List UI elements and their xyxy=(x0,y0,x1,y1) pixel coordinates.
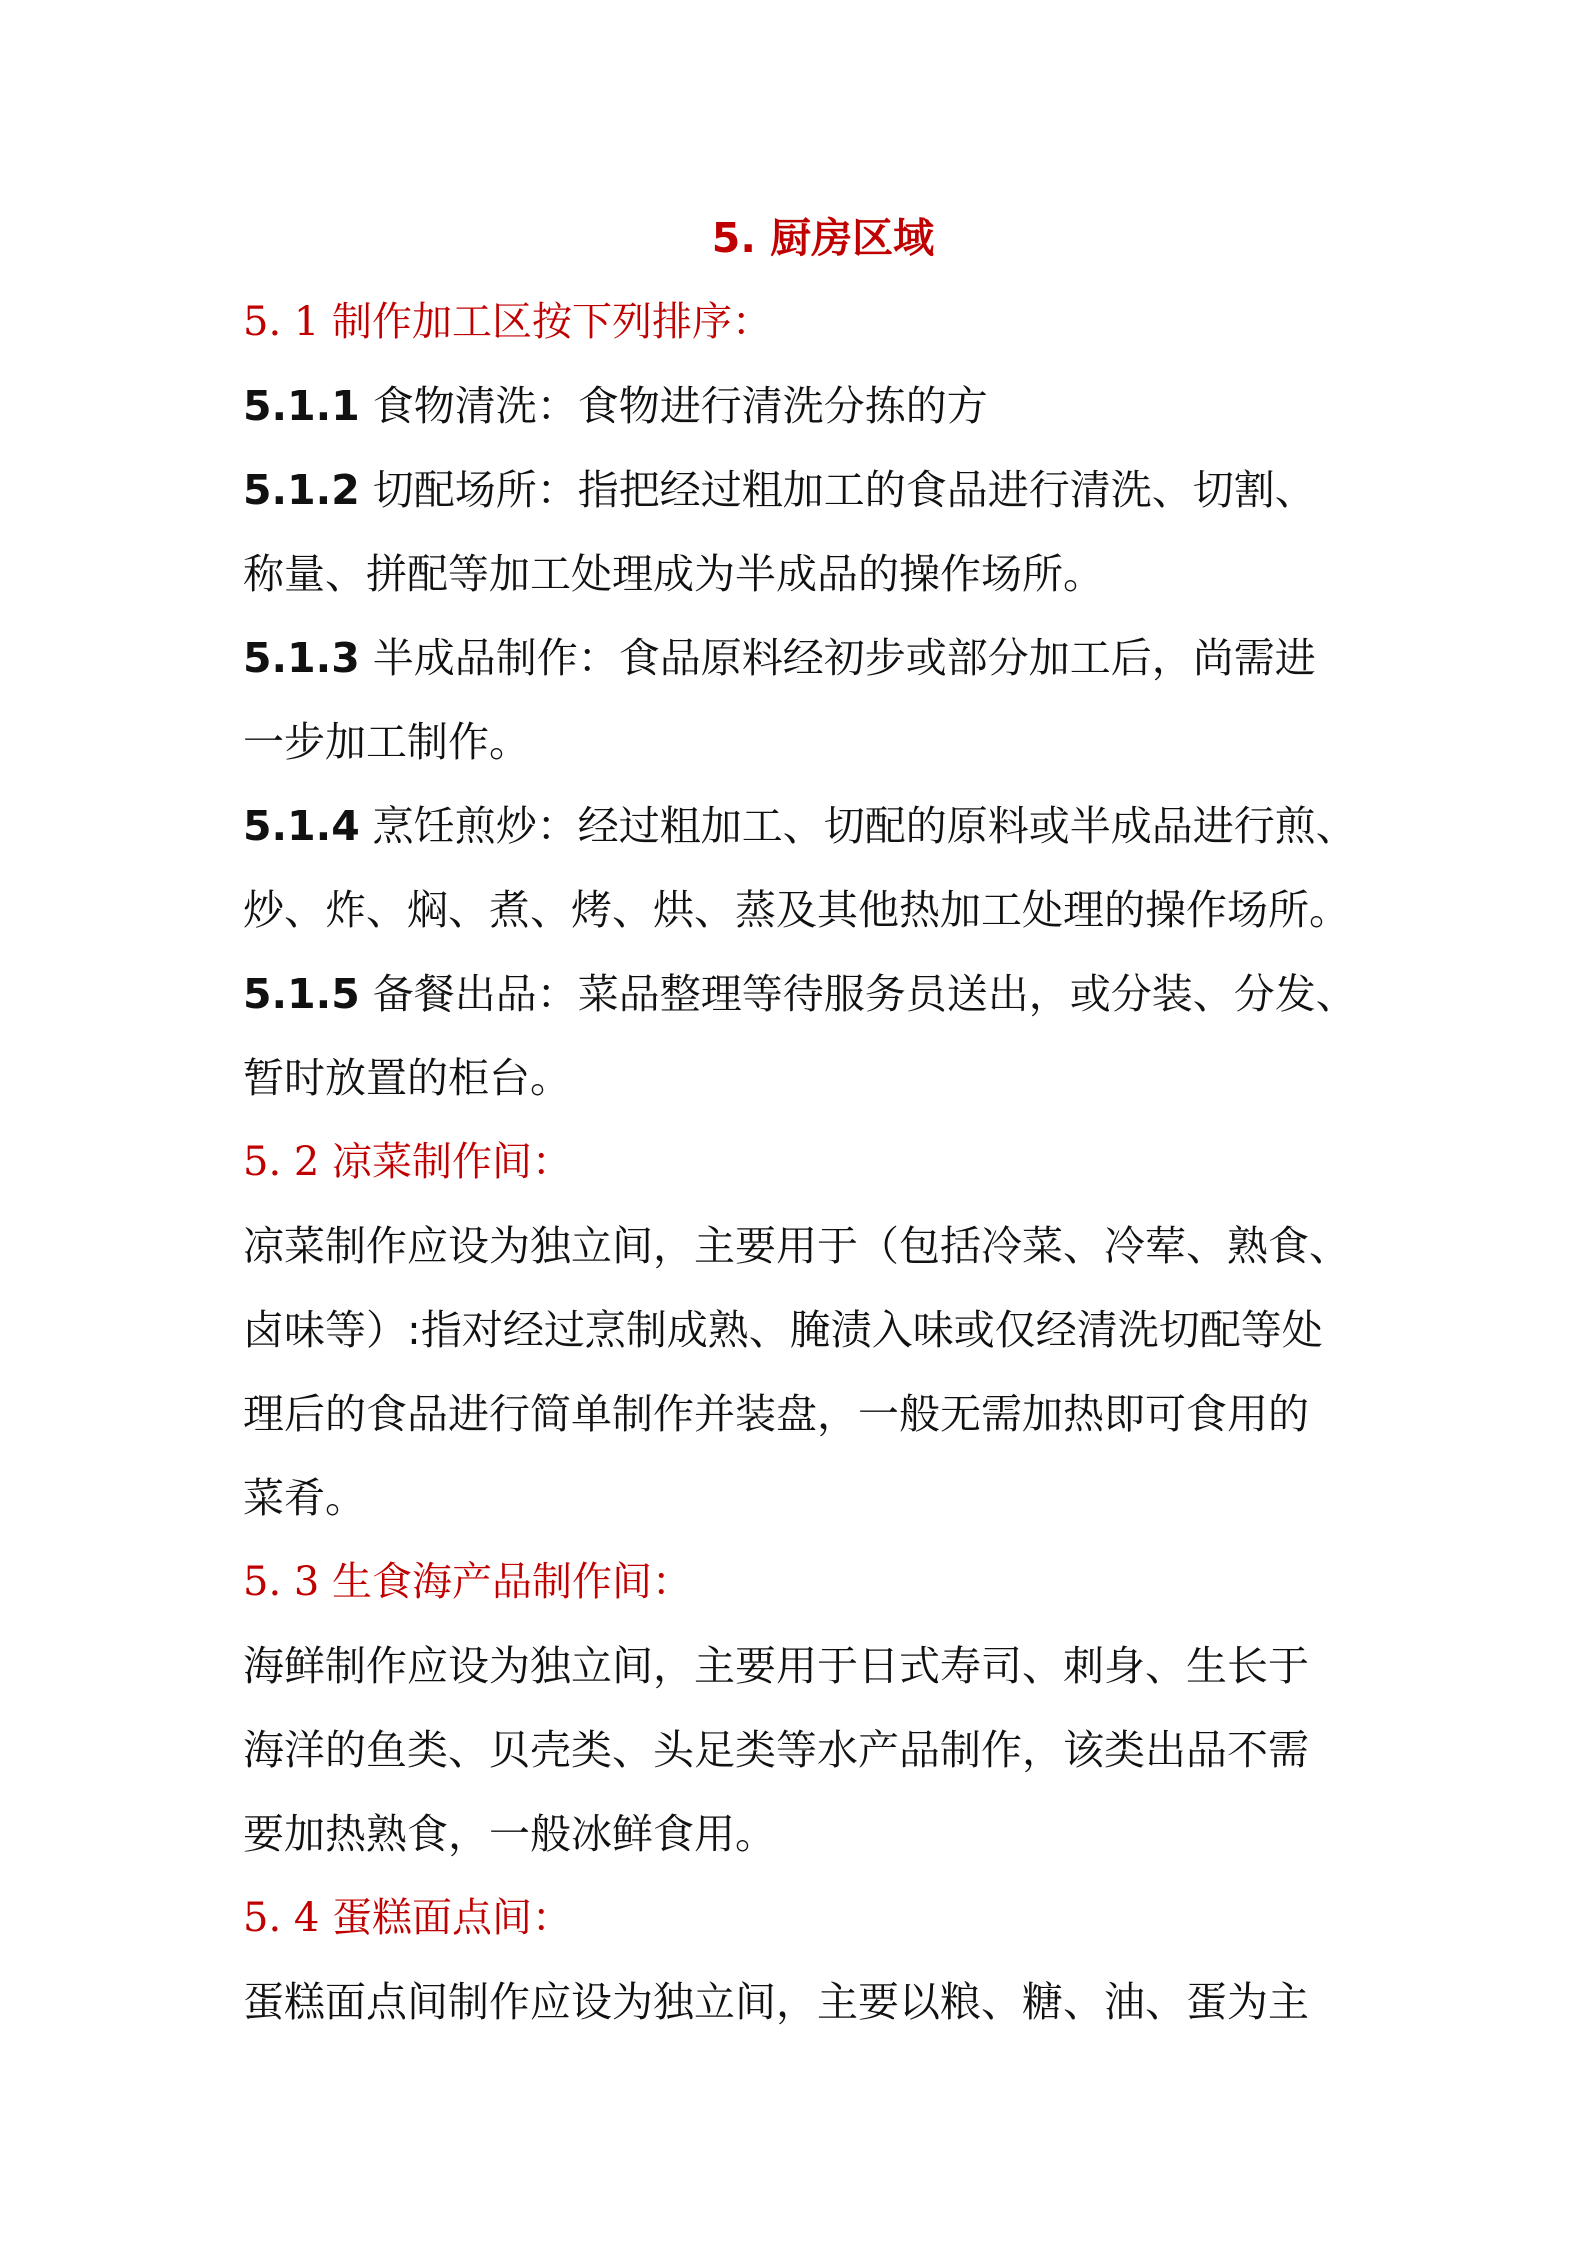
item-5-1-2-continued: 称量、拼配等加工处理成为半成品的操作场所。 xyxy=(243,550,1104,598)
item-5-1-2 xyxy=(243,448,1363,532)
paragraph-line: 海鲜制作应设为独立间，主要用于日式寿司、刺身、生长于 xyxy=(243,1642,1309,1690)
item-5-1-4 xyxy=(243,784,1363,868)
section-heading-5-3: 5. 3 生食海产品制作间： xyxy=(243,1559,693,1605)
item-text: 食物清洗：食物进行清洗分拣的方 xyxy=(359,382,988,430)
item-5-1-5 xyxy=(243,952,1363,1036)
paragraph-line: 要加热熟食，一般冰鲜食用。 xyxy=(243,1810,776,1858)
item-number: 5.1.5 xyxy=(243,970,360,1018)
page-title: 5. 厨房区域 xyxy=(711,214,935,262)
item-5-1-4-continued: 炒、炸、焖、煮、烤、烘、蒸及其他热加工处理的操作场所。 xyxy=(243,886,1350,934)
item-number: 5.1.4 xyxy=(243,802,360,850)
item-5-1-1 xyxy=(243,364,1363,448)
paragraph-line: 理后的食品进行简单制作并装盘，一般无需加热即可食用的 xyxy=(243,1390,1309,1438)
item-5-1-5-continued: 暂时放置的柜台。 xyxy=(243,1054,571,1102)
section-heading-5-4: 5. 4 蛋糕面点间： xyxy=(243,1895,573,1941)
paragraph-line: 凉菜制作应设为独立间，主要用于（包括冷菜、冷荤、熟食、 xyxy=(243,1222,1350,1270)
item-text: 烹饪煎炒：经过粗加工、切配的原料或半成品进行煎、 xyxy=(359,802,1357,850)
paragraph-line: 菜肴。 xyxy=(243,1474,366,1522)
paragraph-line: 海洋的鱼类、贝壳类、头足类等水产品制作，该类出品不需 xyxy=(243,1726,1309,1774)
paragraph-line: 卤味等）:指对经过烹制成熟、腌渍入味或仅经清洗切配等处 xyxy=(243,1306,1323,1354)
item-5-1-3 xyxy=(243,616,1363,700)
item-text: 备餐出品：菜品整理等待服务员送出，或分装、分发、 xyxy=(359,970,1357,1018)
item-number: 5.1.3 xyxy=(243,634,360,682)
section-heading-5-1: 5. 1 制作加工区按下列排序： xyxy=(243,299,773,345)
item-number: 5.1.2 xyxy=(243,466,360,514)
paragraph-line: 蛋糕面点间制作应设为独立间，主要以粮、糖、油、蛋为主 xyxy=(243,1978,1309,2026)
document-body xyxy=(243,196,1363,2044)
section-heading-5-2: 5. 2 凉菜制作间： xyxy=(243,1139,573,1185)
item-text: 半成品制作：食品原料经初步或部分加工后，尚需进 xyxy=(359,634,1316,682)
item-number: 5.1.1 xyxy=(243,382,360,430)
item-text: 切配场所：指把经过粗加工的食品进行清洗、切割、 xyxy=(359,466,1316,514)
item-5-1-3-continued: 一步加工制作。 xyxy=(243,718,530,766)
